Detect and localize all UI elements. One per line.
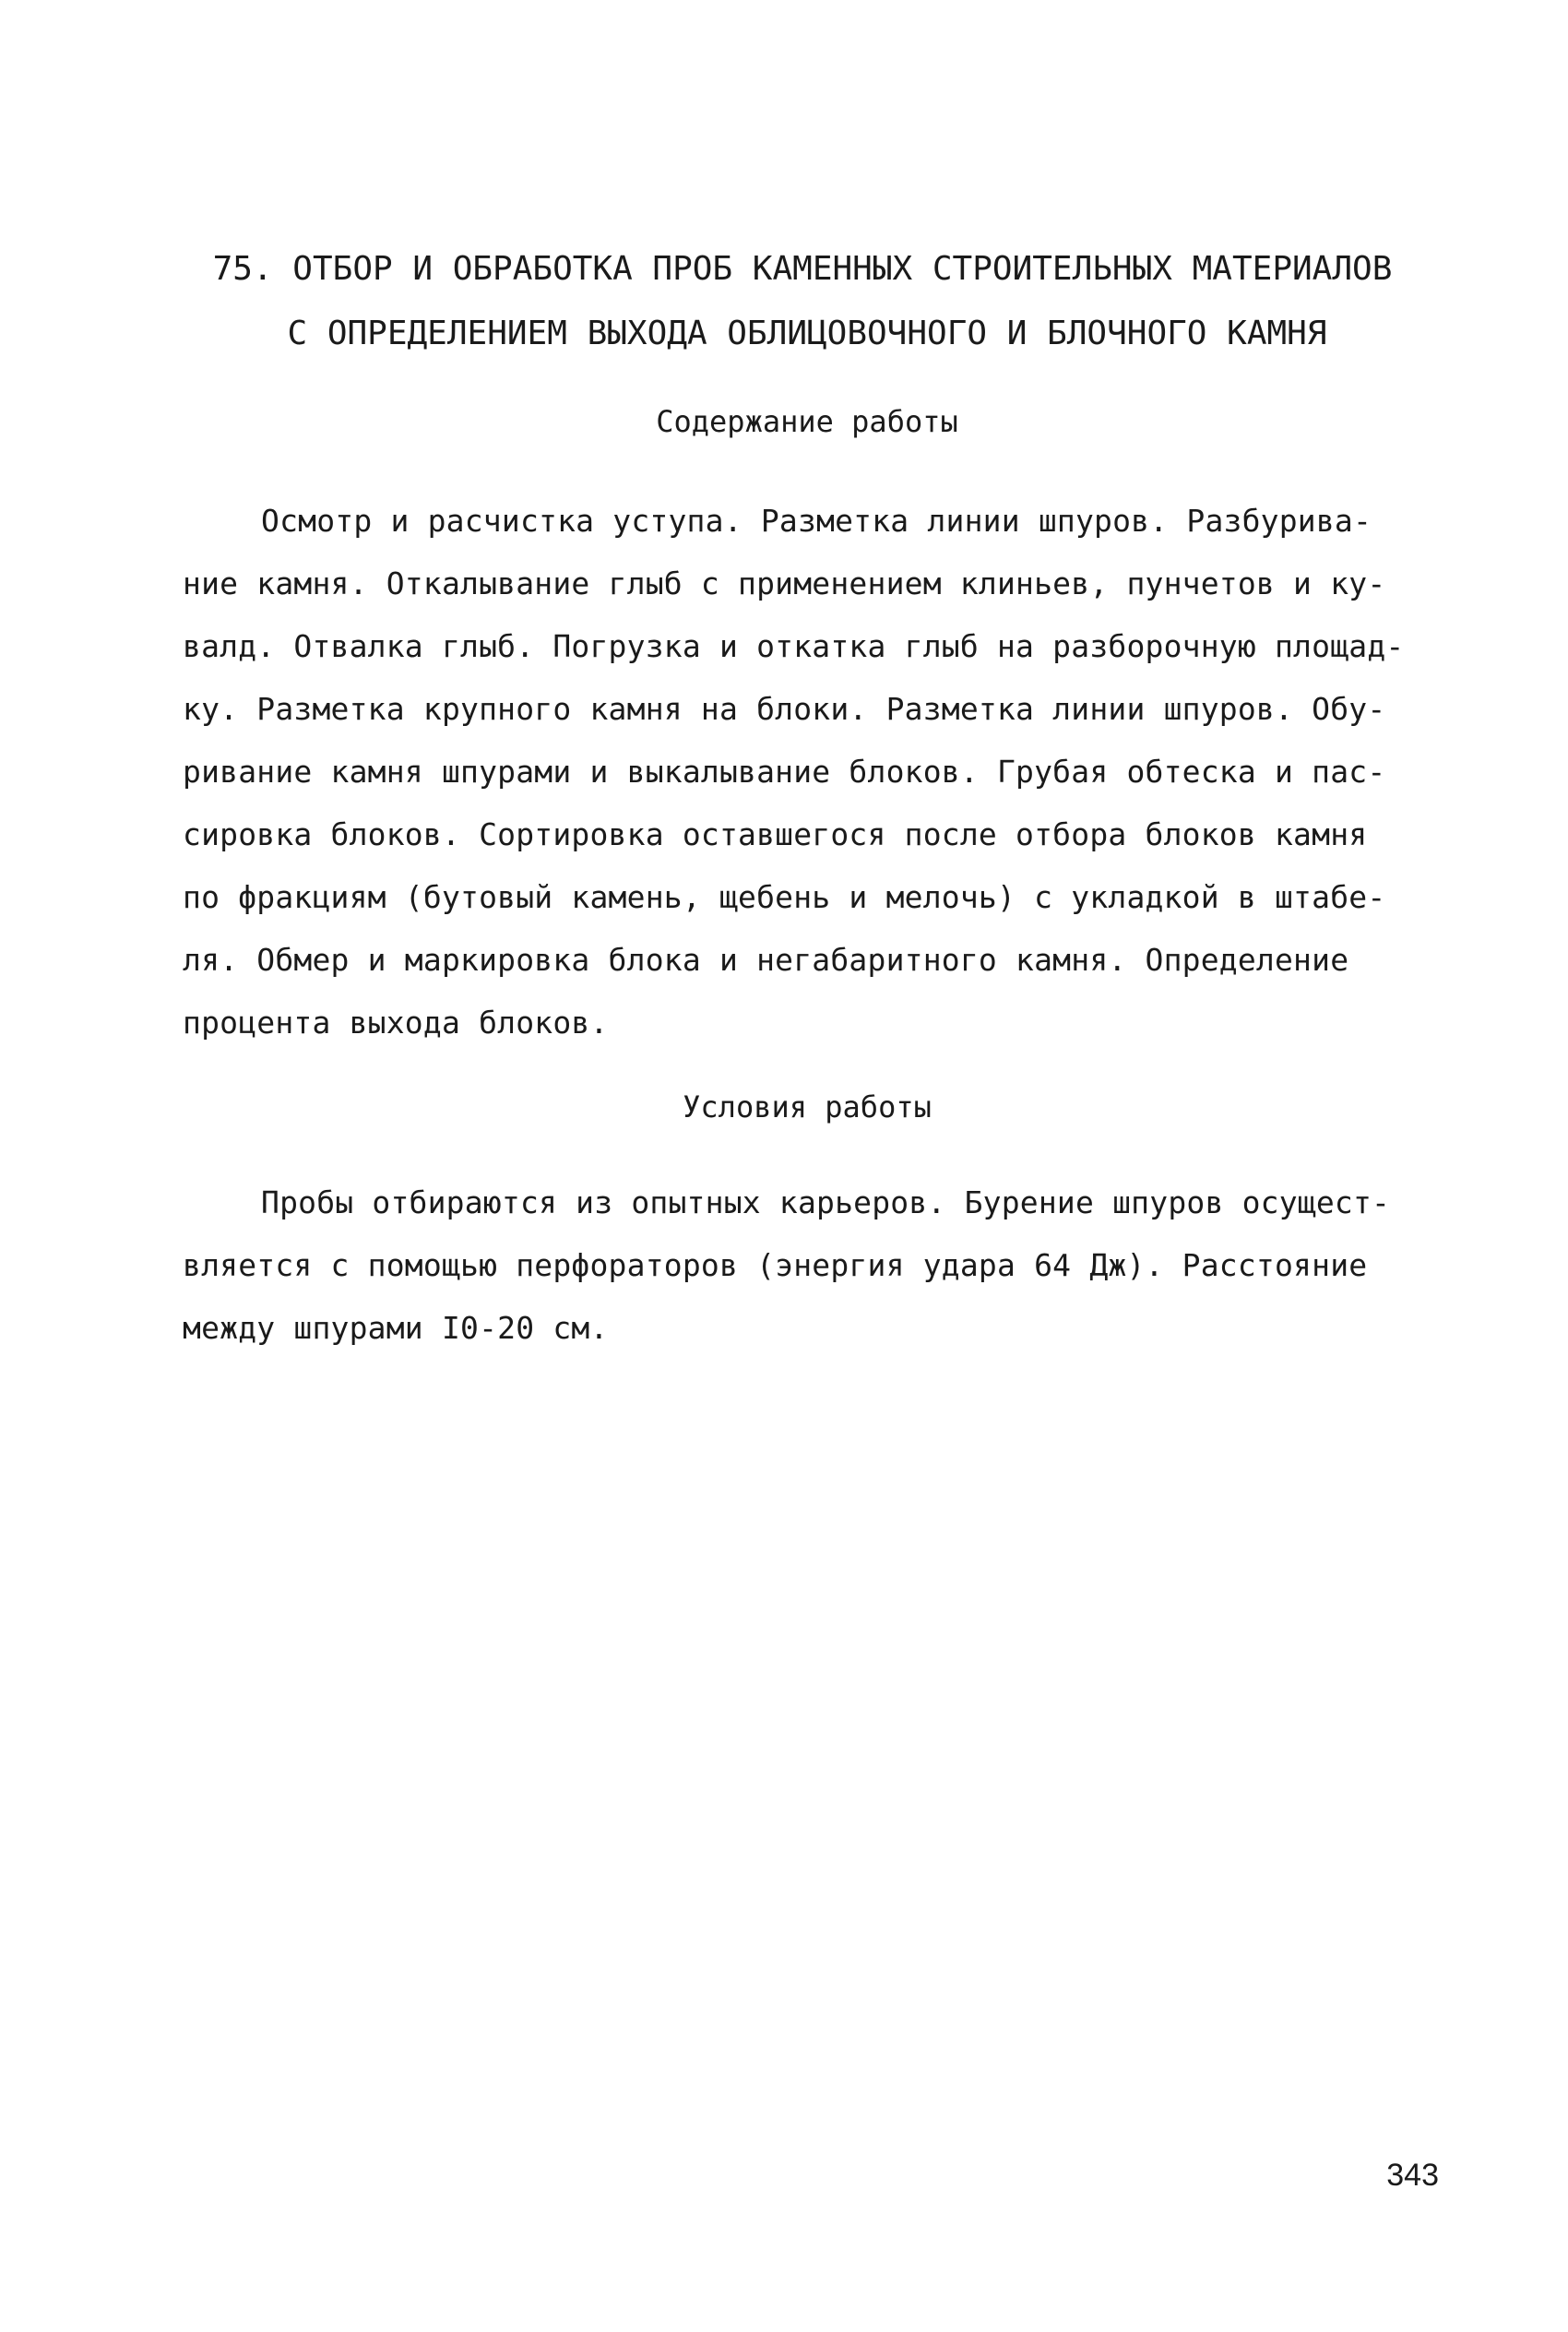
paragraph-line: сировка блоков. Сортировка оставшегося после отбора блоков камня bbox=[183, 816, 1368, 852]
page-number: 343 bbox=[1386, 2158, 1439, 2193]
paragraph-line: ля. Обмер и маркировка блока и негабаритного камня. Определение bbox=[183, 942, 1349, 978]
section-title-line-1: 75. ОТБОР И ОБРАБОТКА ПРОБ КАМЕННЫХ СТРОИТЕЛЬНЫХ МАТЕРИАЛОВ bbox=[212, 250, 1393, 288]
paragraph-line: вляется с помощью перфораторов (энергия удара 64 Дж). Расстояние bbox=[183, 1247, 1368, 1283]
paragraph-line: ку. Разметка крупного камня на блоки. Разметка линии шпуров. Обу- bbox=[183, 691, 1386, 727]
paragraph-line: ривание камня шпурами и выкалывание блоков. Грубая обтеска и пас- bbox=[183, 754, 1386, 790]
work-conditions-paragraph bbox=[183, 1172, 1437, 1360]
paragraph-line: Пробы отбираются из опытных карьеров. Бурение шпуров осущест- bbox=[261, 1184, 1391, 1220]
work-content-paragraph bbox=[183, 490, 1437, 1054]
paragraph-line: по фракциям (бутовый камень, щебень и мелочь) с укладкой в штабе- bbox=[183, 879, 1386, 915]
paragraph-line: между шпурами I0-20 см. bbox=[183, 1310, 609, 1346]
paragraph-line: валд. Отвалка глыб. Погрузка и откатка глыб на разборочную площад- bbox=[183, 628, 1405, 664]
paragraph-line: ние камня. Откалывание глыб с применением клиньев, пунчетов и ку- bbox=[183, 565, 1386, 601]
section-title-line-2: С ОПРЕДЕЛЕНИЕМ ВЫХОДА ОБЛИЦОВОЧНОГО И БЛОЧНОГО КАМНЯ bbox=[287, 315, 1327, 352]
work-content-heading: Содержание работы bbox=[656, 404, 958, 439]
paragraph-line: Осмотр и расчистка уступа. Разметка линии шпуров. Разбурива- bbox=[261, 503, 1372, 539]
work-conditions-heading: Условия работы bbox=[683, 1089, 932, 1124]
paragraph-line: процента выхода блоков. bbox=[183, 1005, 609, 1041]
